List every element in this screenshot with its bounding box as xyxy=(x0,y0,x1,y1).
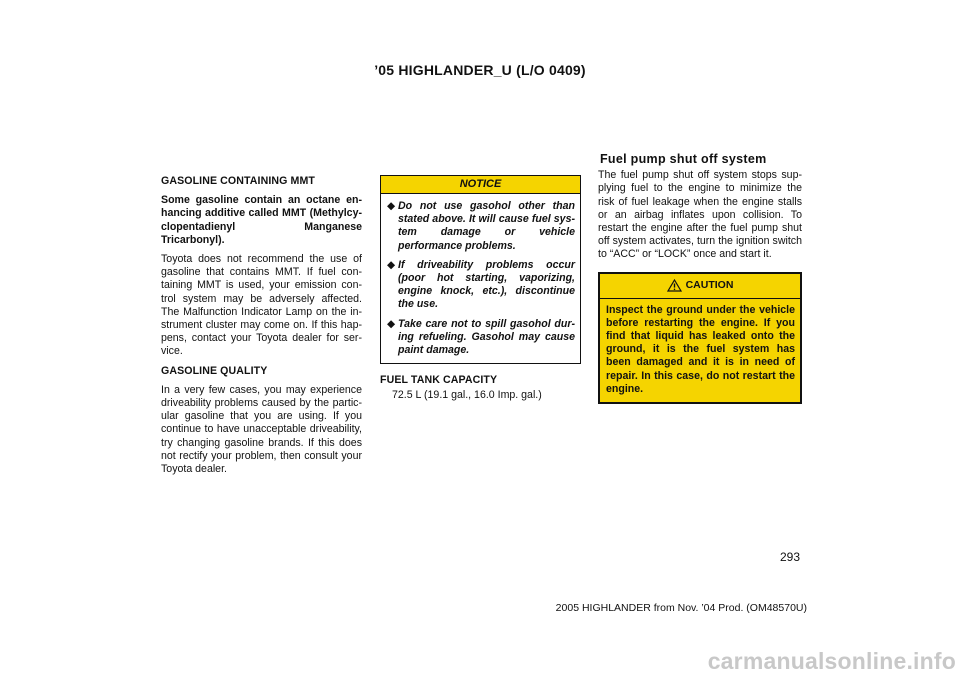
notice-box xyxy=(380,175,581,364)
mmt-body: Toyota does not recommend the use of gasoline that contains MMT. If fuel con-taining MMT is used, your emission con-trol system may be adversely affected. The Malfunction Indicator Lamp on the in-strument cluster may come on. If this hap-pens, contact your Toyota dealer for ser-vice. xyxy=(161,253,362,358)
fuel-pump-body: The fuel pump shut off system stops sup-plying fuel to the engine to minimize the risk of fuel leakage when the engine stalls or an airbag inflates upon collision. To restart the engine after the fuel pump shut off system activates, turn the ignition switch to “ACC” or “LOCK” once and start it. xyxy=(598,169,802,261)
diamond-bullet-icon: ◆ xyxy=(387,317,396,330)
notice-item xyxy=(387,259,575,312)
fuel-tank-value: 72.5 L (19.1 gal., 16.0 Imp. gal.) xyxy=(392,389,542,402)
quality-heading: GASOLINE QUALITY xyxy=(161,364,268,377)
page-number: 293 xyxy=(779,550,800,564)
caution-title: CAUTION xyxy=(685,279,734,292)
right-column xyxy=(598,153,802,404)
warning-triangle-icon xyxy=(667,279,682,292)
notice-item xyxy=(387,318,575,358)
notice-item-text: Do not use gasohol other than stated above. It will cause fuel sys-tem damage or vehicle performance problems. xyxy=(398,200,575,252)
production-footer: 2005 HIGHLANDER from Nov. ’04 Prod. (OM48570U) xyxy=(555,602,807,614)
quality-body: In a very few cases, you may experience driveability problems caused by the partic-ular gasoline that you are using. If you continue to have unacceptable driveability, try changing gasoline brands. If this does not rectify your problem, then consult your Toyota dealer. xyxy=(161,383,362,476)
caution-header xyxy=(600,274,800,299)
diamond-bullet-icon: ◆ xyxy=(387,258,396,271)
middle-column xyxy=(380,175,581,409)
fuel-pump-section-title: Fuel pump shut off system xyxy=(600,152,767,166)
caution-text: Inspect the ground under the vehicle before restarting the engine. If you find that liquid has leaked onto the ground, it is the fuel system has been damaged and it is in need of repair. In this case, do not restart the engine. xyxy=(606,303,795,395)
mmt-intro: Some gasoline contain an octane en-hancing additive called MMT (Methylcy-clopentadienyl Manganese Tricarbonyl). xyxy=(161,194,362,246)
notice-item xyxy=(387,200,575,253)
caution-box xyxy=(598,272,802,404)
diamond-bullet-icon: ◆ xyxy=(387,200,396,212)
notice-title: NOTICE xyxy=(381,176,580,194)
notice-item-text: Take care not to spill gasohol dur-ing refueling. Gasohol may cause paint damage. xyxy=(398,317,575,357)
notice-body xyxy=(381,194,580,363)
fuel-tank-heading: FUEL TANK CAPACITY xyxy=(380,374,498,387)
mmt-heading: GASOLINE CONTAINING MMT xyxy=(161,175,315,187)
notice-item-text: If driveability problems occur (poor hot starting, vaporizing, engine knock, etc.), discontinue the use. xyxy=(398,258,575,311)
document-header-title: ’05 HIGHLANDER_U (L/O 0409) xyxy=(374,62,586,78)
watermark: carmanualsonline.info xyxy=(707,648,956,674)
left-column xyxy=(161,175,362,482)
